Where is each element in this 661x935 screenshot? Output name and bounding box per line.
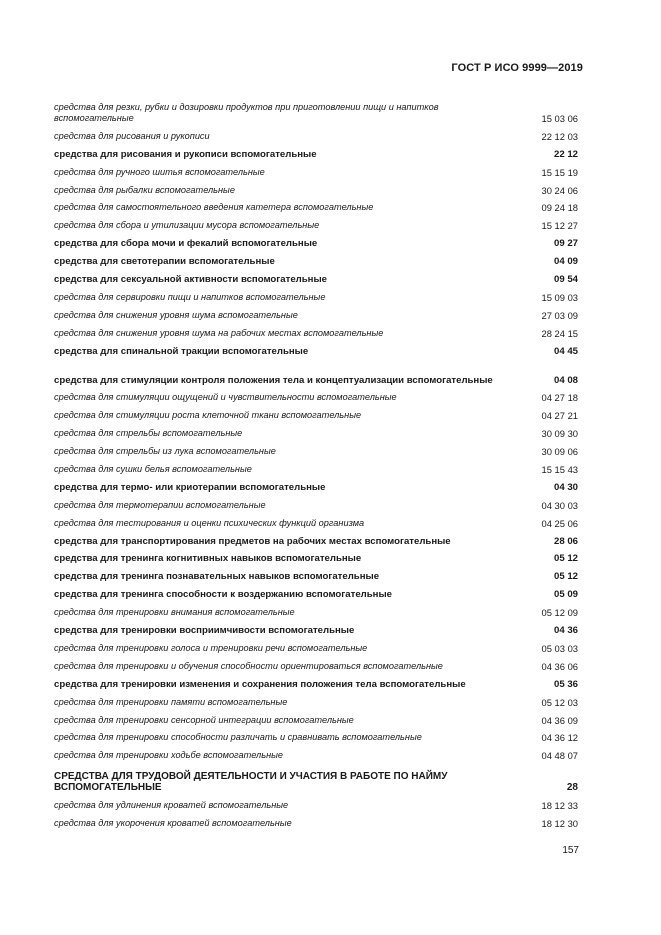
index-term: средства для резки, рубки и дозировки продуктов при приготовлении пищи и напитков вспомогательные	[54, 102, 439, 123]
classification-code: 05 12	[553, 553, 578, 565]
index-entry	[54, 796, 578, 814]
page-number: 157	[562, 845, 579, 856]
index-term: средства для спинальной тракции вспомогательные	[54, 345, 309, 357]
index-term: средства для тренировки и обучения способности ориентироваться вспомогательные	[54, 660, 443, 671]
classification-code: 28 24 15	[541, 327, 578, 339]
classification-code: 22 12 03	[541, 130, 578, 142]
index-entry	[54, 621, 578, 639]
index-term: средства для светотерапии вспомогательные	[54, 256, 275, 268]
index-entry	[54, 389, 578, 407]
classification-code: 04 09	[553, 256, 578, 268]
index-entry	[54, 567, 578, 585]
index-entry	[54, 406, 578, 424]
index-entry	[54, 460, 578, 478]
index-term: средства для стимуляции контроля положения тела и концептуализации вспомогательные	[54, 374, 493, 386]
index-term: средства для сушки белья вспомогательные	[54, 464, 252, 475]
index-term: средства для тренировки памяти вспомогательные	[54, 696, 288, 707]
classification-code: 04 25 06	[541, 517, 578, 529]
index-term: СРЕДСТВА ДЛЯ ТРУДОВОЙ ДЕЯТЕЛЬНОСТИ И УЧАСТИЯ В РАБОТЕ ПО НАЙМУ ВСПОМОГАТЕЛЬНЫЕ	[54, 771, 448, 794]
classification-code: 15 09 03	[541, 291, 578, 303]
classification-code: 04 36 06	[541, 660, 578, 672]
index-term: средства для ручного шитья вспомогательные	[54, 166, 265, 177]
index-term: средства для сбора мочи и фекалий вспомогательные	[54, 238, 318, 250]
classification-code: 04 27 18	[541, 392, 578, 404]
index-term: средства для тренировки изменения и сохранения положения тела вспомогательные	[54, 678, 466, 690]
classification-code: 04 27 21	[541, 410, 578, 422]
index-term: средства для укорочения кроватей вспомогательные	[54, 818, 292, 829]
index-entry	[54, 514, 578, 532]
classification-code: 30 09 30	[541, 428, 578, 440]
index-term: средства для сервировки пищи и напитков вспомогательные	[54, 291, 326, 302]
index-entry	[54, 270, 578, 288]
classification-code: 04 45	[553, 345, 578, 357]
classification-code: 05 09	[553, 589, 578, 601]
document-header: ГОСТ Р ИСО 9999—2019	[451, 62, 583, 74]
index-entry	[54, 814, 578, 832]
index-entry	[54, 711, 578, 729]
index-term: средства для тренировки голоса и тренировки речи вспомогательные	[54, 642, 368, 653]
index-term: средства для тренировки ходьбе вспомогательные	[54, 750, 283, 761]
classification-code: 04 36 12	[541, 732, 578, 744]
index-term: средства для термотерапии вспомогательные	[54, 499, 266, 510]
index-entry	[54, 585, 578, 603]
index-entry	[54, 496, 578, 514]
index-term: средства для рыбалки вспомогательные	[54, 184, 235, 195]
index-entry	[54, 639, 578, 657]
index-term: средства для тренинга способности к воздержанию вспомогательные	[54, 589, 392, 601]
classification-code: 22 12	[553, 148, 578, 160]
classification-code: 09 54	[553, 274, 578, 286]
index-term: средства для стрельбы вспомогательные	[54, 428, 243, 439]
index-term: средства для транспортирования предметов на рабочих местах вспомогательные	[54, 535, 451, 547]
index-term: средства для снижения уровня шума на рабочих местах вспомогательные	[54, 327, 384, 338]
classification-code: 05 36	[553, 678, 578, 690]
index-term: средства для тренинга когнитивных навыков вспомогательные	[54, 553, 362, 565]
index-term: средства для тренировки восприимчивости вспомогательные	[54, 625, 355, 637]
classification-code: 04 08	[553, 374, 578, 386]
index-term: средства для сбора и утилизации мусора вспомогательные	[54, 220, 320, 231]
index-entry	[54, 442, 578, 460]
classification-code: 05 12 09	[541, 607, 578, 619]
index-entry	[54, 424, 578, 442]
classification-code: 30 24 06	[541, 184, 578, 196]
index-entry	[54, 163, 578, 181]
classification-code: 28 06	[553, 535, 578, 547]
classification-code: 28	[566, 782, 578, 794]
classification-code: 04 36	[553, 625, 578, 637]
index-term: средства для рисования и рукописи вспомогательные	[54, 148, 317, 160]
index-entry	[54, 324, 578, 342]
classification-code: 05 03 03	[541, 642, 578, 654]
classification-code: 05 12	[553, 571, 578, 583]
index-entry	[54, 181, 578, 199]
index-term: средства для тренировки сенсорной интеграции вспомогательные	[54, 714, 354, 725]
index-entry	[54, 764, 578, 796]
index-term: средства для тренинга познавательных навыков вспомогательные	[54, 571, 380, 583]
classification-code: 15 03 06	[541, 113, 578, 124]
index-term: средства для тестирования и оценки психических функций организма	[54, 517, 365, 528]
classification-code: 18 12 30	[541, 818, 578, 830]
index-term: средства для снижения уровня шума вспомогательные	[54, 309, 298, 320]
index-entry	[54, 342, 578, 360]
classification-code: 04 36 09	[541, 714, 578, 726]
index-term: средства для стимуляции роста клеточной ткани вспомогательные	[54, 410, 362, 421]
index-term: средства для удлинения кроватей вспомогательные	[54, 800, 289, 811]
classification-code: 18 12 33	[541, 800, 578, 812]
index-term: средства для стрельбы из лука вспомогательные	[54, 446, 276, 457]
index-entry	[54, 127, 578, 145]
classification-code: 04 30	[553, 481, 578, 493]
classification-code: 05 12 03	[541, 696, 578, 708]
index-term: средства для тренировки внимания вспомогательные	[54, 607, 295, 618]
index-entry	[54, 234, 578, 252]
classification-code: 04 48 07	[541, 750, 578, 762]
index-term: средства для сексуальной активности вспомогательные	[54, 274, 327, 286]
index-entry	[54, 288, 578, 306]
index-term: средства для самостоятельного введения катетера вспомогательные	[54, 202, 374, 213]
classification-code: 15 15 43	[541, 464, 578, 476]
classification-code: 15 12 27	[541, 220, 578, 232]
classification-code: 27 03 09	[541, 309, 578, 321]
index-term: средства для термо- или криотерапии вспомогательные	[54, 481, 326, 493]
index-list	[54, 98, 578, 832]
index-entry	[54, 532, 578, 550]
index-entry	[54, 98, 578, 127]
classification-code: 30 09 06	[541, 446, 578, 458]
index-entry	[54, 306, 578, 324]
classification-code: 09 27	[553, 238, 578, 250]
index-entry	[54, 675, 578, 693]
index-entry	[54, 657, 578, 675]
index-entry	[54, 252, 578, 270]
index-term: средства для тренировки способности различать и сравнивать вспомогательные	[54, 732, 422, 743]
index-entry	[54, 199, 578, 217]
index-entry	[54, 145, 578, 163]
index-term: средства для рисования и рукописи	[54, 130, 210, 141]
index-entry	[54, 216, 578, 234]
index-entry	[54, 478, 578, 496]
index-entry	[54, 729, 578, 747]
classification-code: 04 30 03	[541, 499, 578, 511]
index-entry	[54, 746, 578, 764]
index-entry	[54, 693, 578, 711]
index-entry	[54, 603, 578, 621]
index-entry	[54, 360, 578, 389]
classification-code: 09 24 18	[541, 202, 578, 214]
index-entry	[54, 550, 578, 568]
index-term: средства для стимуляции ощущений и чувствительности вспомогательные	[54, 392, 397, 403]
classification-code: 15 15 19	[541, 166, 578, 178]
